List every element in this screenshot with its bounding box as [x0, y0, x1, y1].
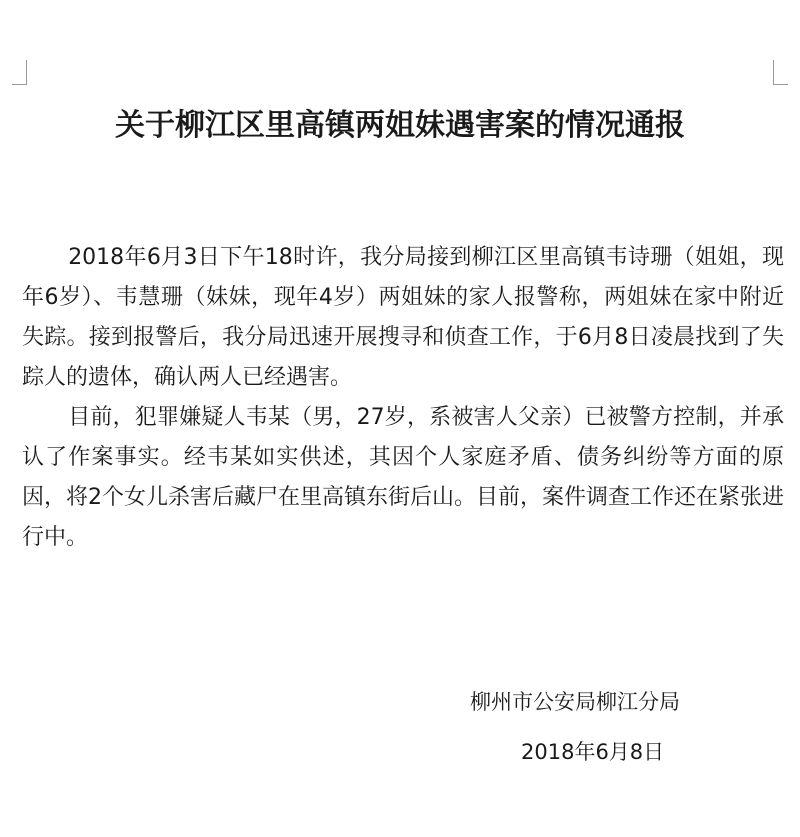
page-corner-mark-right	[773, 60, 788, 85]
paragraph-2: 目前，犯罪嫌疑人韦某（男，27岁，系被害人父亲）已被警方控制，并承认了作案事实。经韦某如实供述，其因个人家庭矛盾、债务纠纷等方面的原因，将2个女儿杀害后藏尸在里高镇东街后山。目前，案件调查工作还在紧张进行中。	[22, 405, 784, 550]
document-body	[22, 238, 784, 558]
signature-organization: 柳州市公安局柳江分局	[470, 690, 680, 714]
paragraph-1: 2018年6月3日下午18时许，我分局接到柳江区里高镇韦诗珊（姐姐，现年6岁）、韦慧珊（妹妹，现年4岁）两姐妹的家人报警称，两姐妹在家中附近失踪。接到报警后，我分局迅速开展搜寻和侦查工作，于6月8日凌晨找到了失踪人的遗体，确认两人已经遇害。	[22, 245, 784, 390]
signature-date: 2018年6月8日	[521, 740, 665, 764]
document-title: 关于柳江区里高镇两姐妹遇害案的情况通报	[115, 108, 685, 143]
page-corner-mark-left	[12, 60, 27, 85]
